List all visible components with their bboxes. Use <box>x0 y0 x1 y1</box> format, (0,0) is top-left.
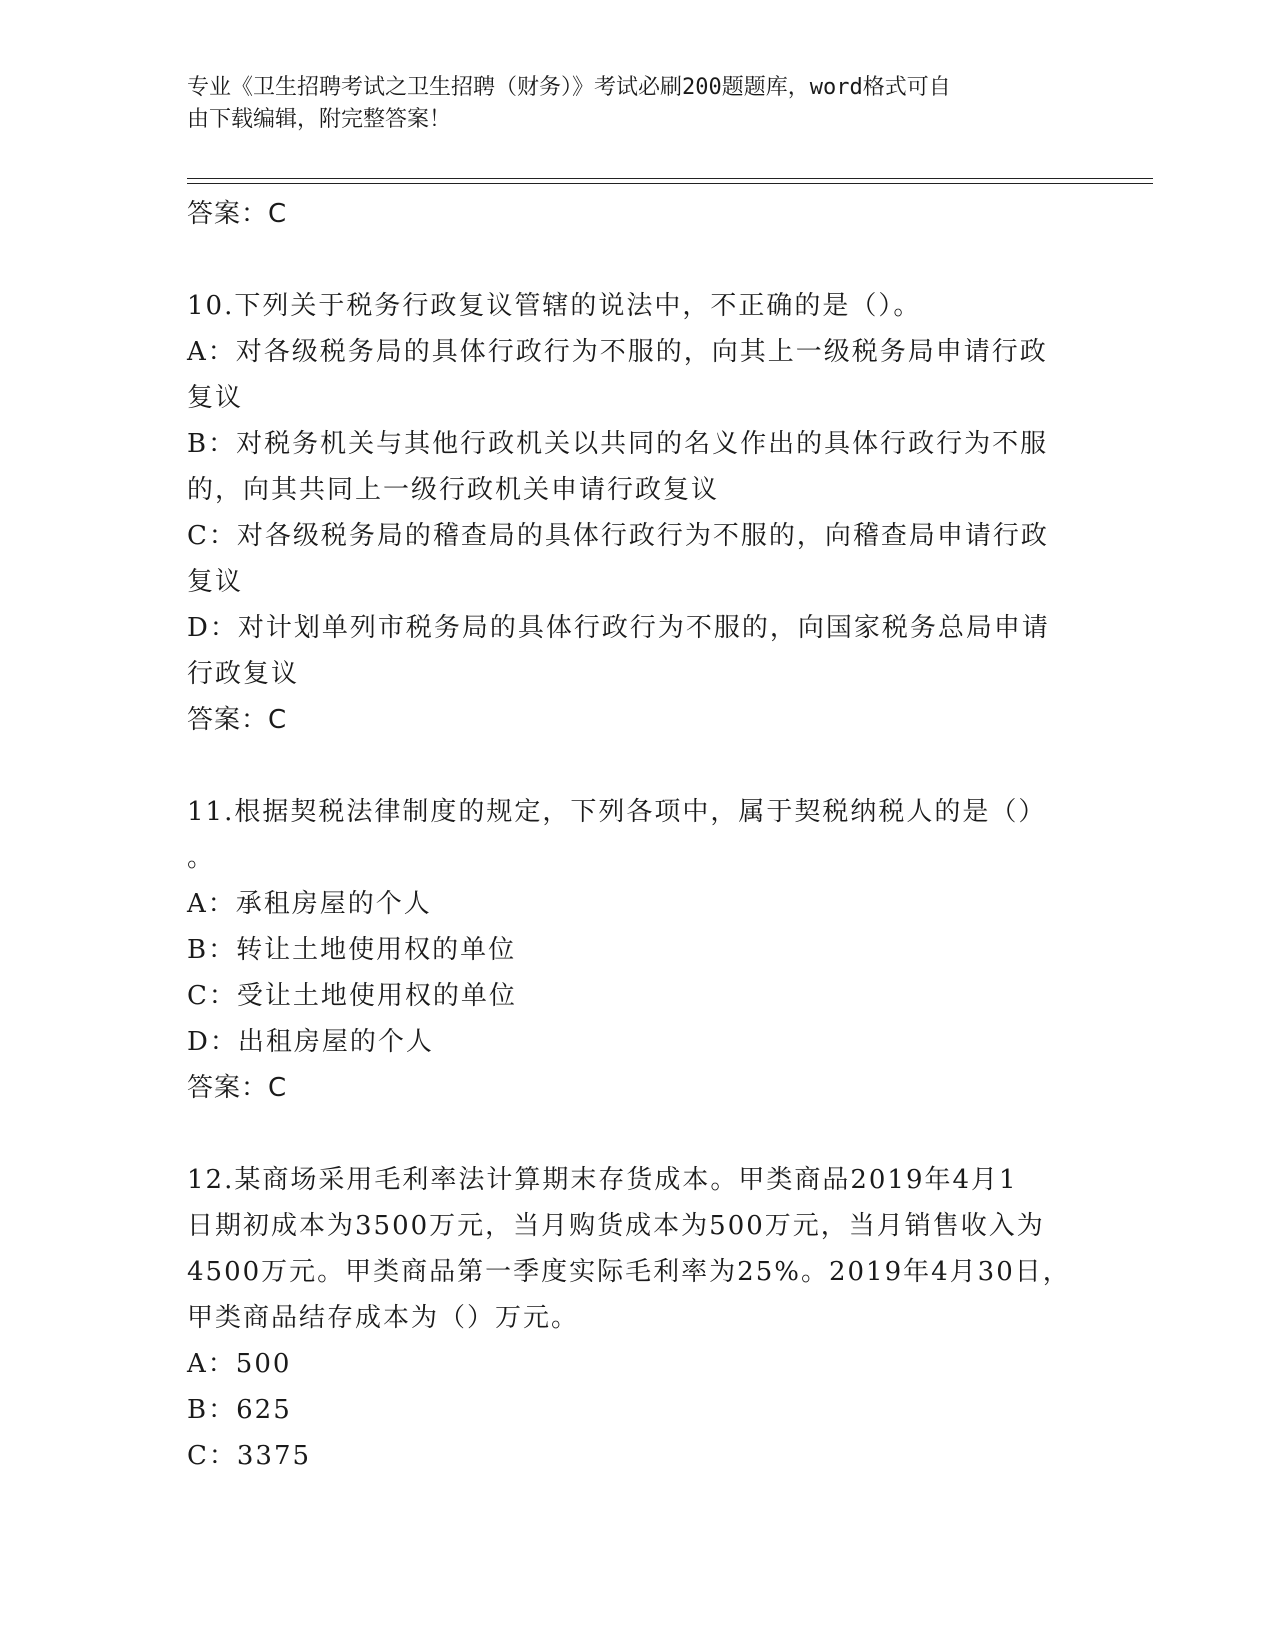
answer-line: 答案：C <box>187 1073 288 1103</box>
question-option: C：3375 <box>187 1441 312 1471</box>
answer-line: 答案：C <box>187 199 288 229</box>
question-stem: 11.根据契税法律制度的规定，下列各项中，属于契税纳税人的是（） <box>187 797 1047 827</box>
header-divider <box>187 183 1153 184</box>
header-line: 由下载编辑，附完整答案！ <box>187 107 452 132</box>
document-header <box>187 72 1087 136</box>
question-spacer <box>187 743 1087 789</box>
question-option: A：500 <box>187 1349 292 1379</box>
question-stem: 10.下列关于税务行政复议管辖的说法中，不正确的是（）。 <box>187 291 922 321</box>
header-line: 专业《卫生招聘考试之卫生招聘（财务）》考试必刷200题题库，word格式可自 <box>187 75 951 100</box>
question-option: D：出租房屋的个人 <box>187 1027 434 1057</box>
question-option: B：对税务机关与其他行政机关以共同的名义作出的具体行政行为不服 <box>187 429 1049 459</box>
question-option: A：对各级税务局的具体行政行为不服的，向其上一级税务局申请行政 <box>187 337 1048 367</box>
question-stem: 4500万元。甲类商品第一季度实际毛利率为25%。2019年4月30日， <box>187 1257 1071 1287</box>
question-option: 行政复议 <box>187 659 300 689</box>
question-stem: 12.某商场采用毛利率法计算期末存货成本。甲类商品2019年4月1 <box>187 1165 1018 1195</box>
document-body <box>187 191 1087 1479</box>
question-block <box>187 789 1087 1111</box>
question-spacer <box>187 1111 1087 1157</box>
question-option: 的，向其共同上一级行政机关申请行政复议 <box>187 475 720 505</box>
question-block <box>187 1157 1087 1479</box>
question-option: 复议 <box>187 567 244 597</box>
question-block <box>187 283 1087 743</box>
header-divider <box>187 178 1153 179</box>
question-option: 复议 <box>187 383 244 413</box>
question-spacer <box>187 237 1087 283</box>
question-stem: 。 <box>187 843 216 873</box>
question-option: B：转让土地使用权的单位 <box>187 935 517 965</box>
question-stem: 日期初成本为3500万元，当月购货成本为500万元，当月销售收入为 <box>187 1211 1045 1241</box>
question-option: A：承租房屋的个人 <box>187 889 432 919</box>
answer-line: 答案：C <box>187 705 288 735</box>
question-option: C：受让土地使用权的单位 <box>187 981 517 1011</box>
question-option: C：对各级税务局的稽查局的具体行政行为不服的，向稽查局申请行政 <box>187 521 1049 551</box>
question-stem: 甲类商品结存成本为（）万元。 <box>187 1303 580 1333</box>
question-option: D：对计划单列市税务局的具体行政行为不服的，向国家税务总局申请 <box>187 613 1050 643</box>
question-list <box>187 237 1087 1479</box>
question-option: B：625 <box>187 1395 292 1425</box>
